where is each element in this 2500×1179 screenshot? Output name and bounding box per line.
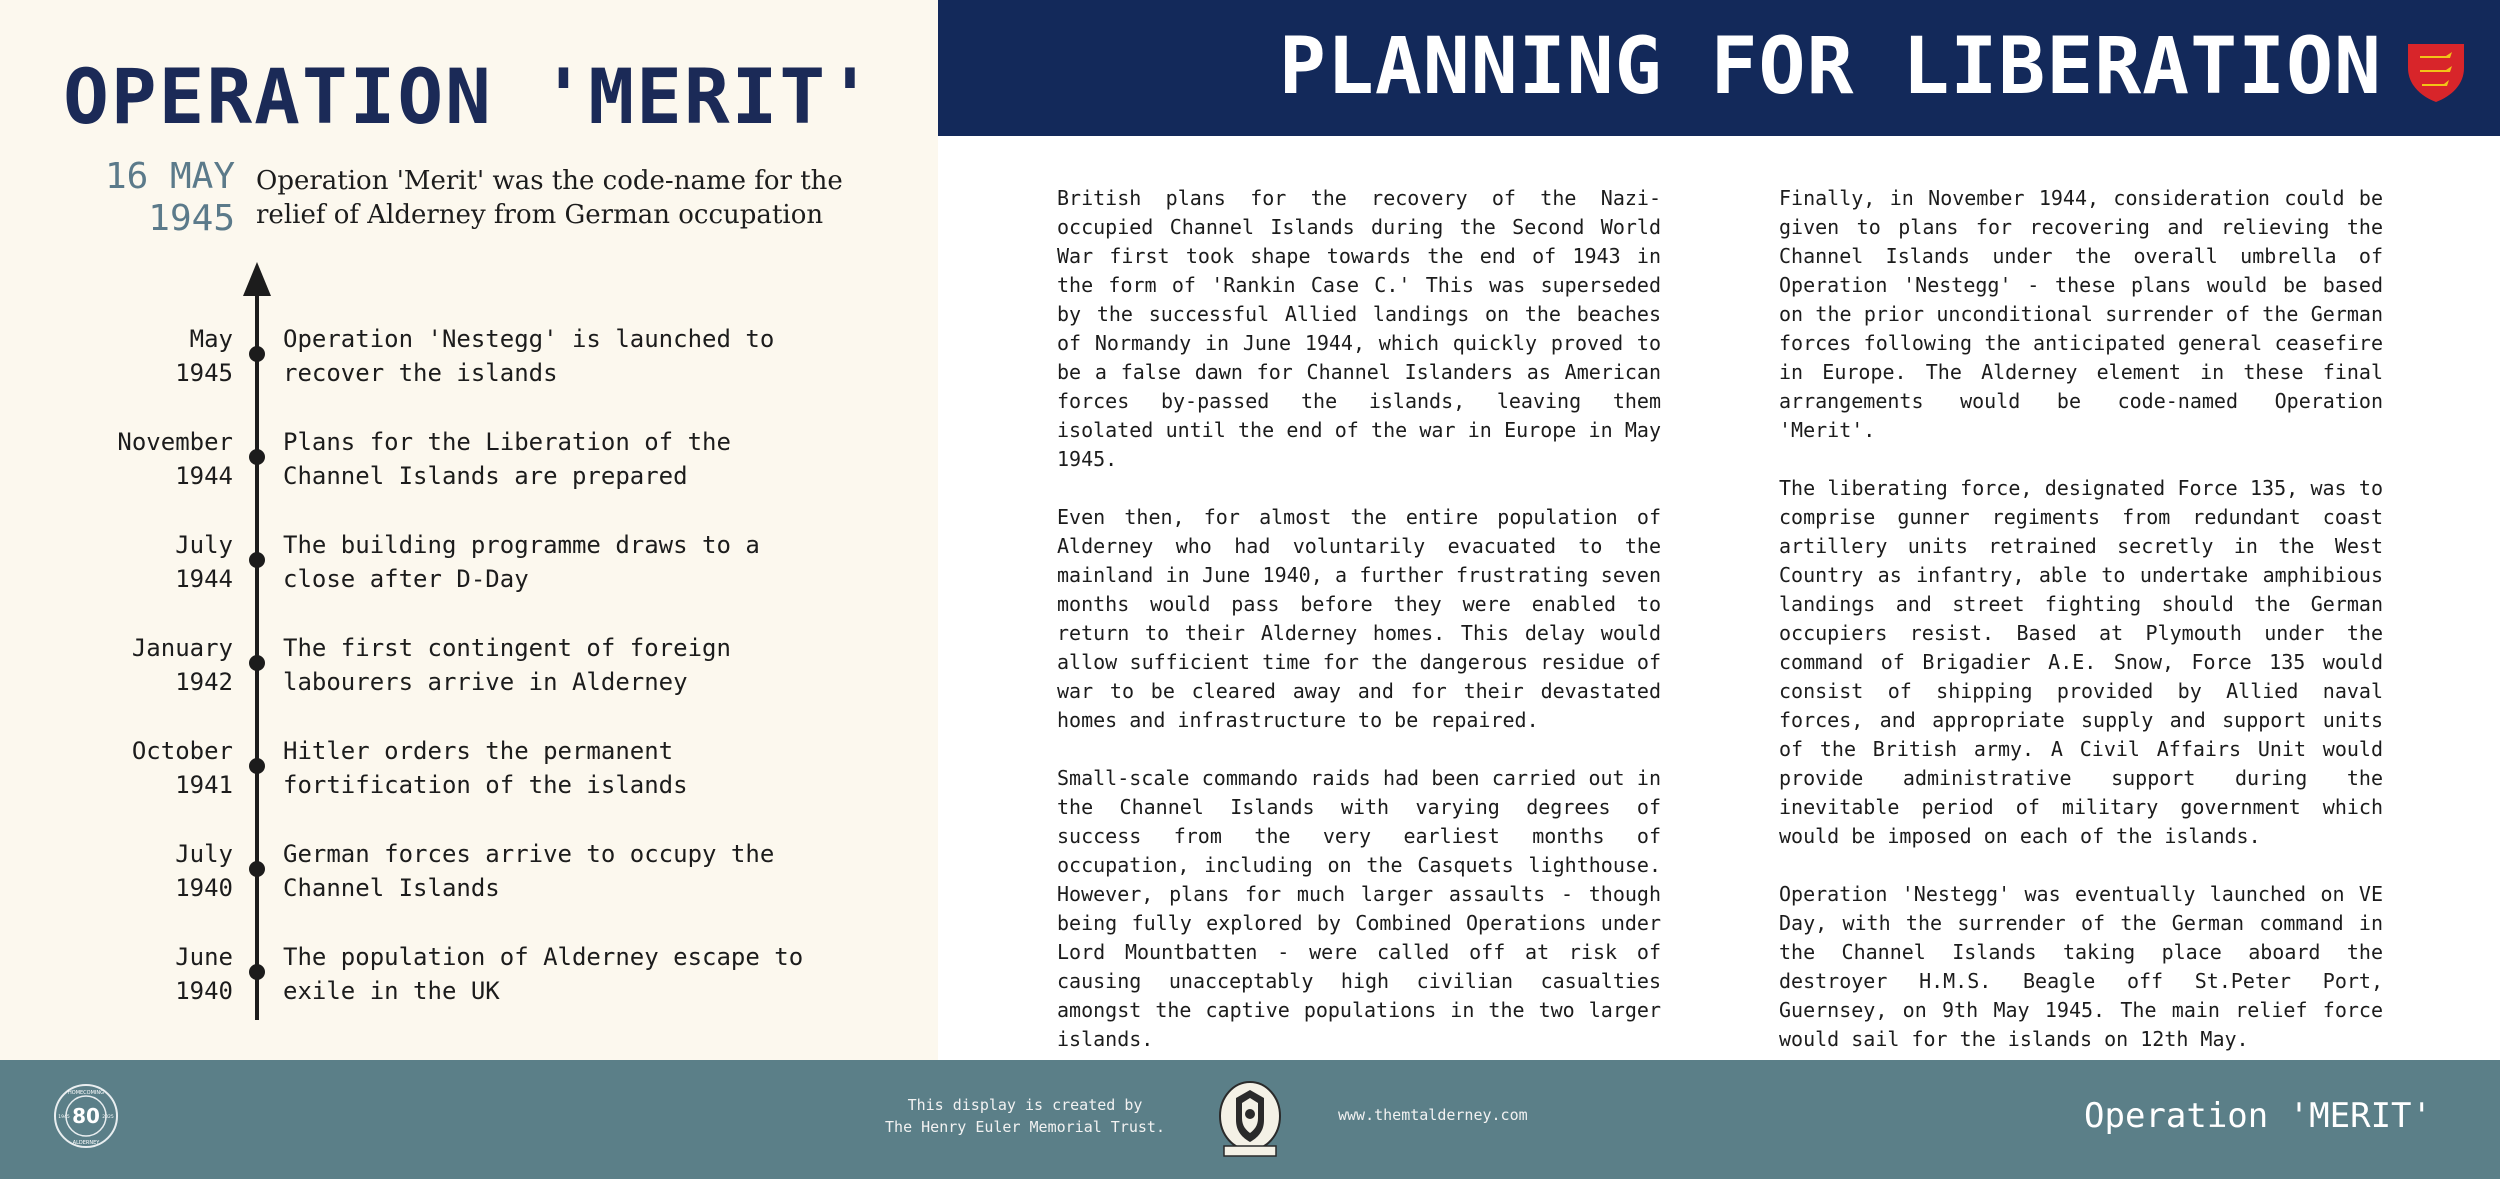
badge-bottom-text: ALDERNEY xyxy=(72,1140,100,1146)
event-date xyxy=(40,425,233,493)
event-description: The building programme draws to a close after D-Day xyxy=(283,531,760,593)
operation-date xyxy=(70,156,235,240)
event-description: German forces arrive to occupy the Channel Islands xyxy=(283,840,775,902)
event-year: 1940 xyxy=(175,977,233,1005)
timeline-dot xyxy=(249,449,265,465)
guernsey-shield-icon xyxy=(2404,40,2468,104)
body-paragraph: Even then, for almost the entire population of Alderney who had voluntarily evacuated to the mainland in June 1940, a further frustrating seven months would pass before they were enabled to return to their Alderney homes. This delay would allow sufficient time for the dangerous residue of war to be cleared away and for their devastated homes and infrastructure to be repaired. xyxy=(1057,505,1661,732)
event-year: 1944 xyxy=(175,565,233,593)
intro-text: Operation 'Merit' was the code-name for the relief of Alderney from German occupation xyxy=(256,166,843,230)
timeline-panel xyxy=(0,0,938,1060)
event-month: June xyxy=(175,943,233,971)
timeline-dot xyxy=(249,346,265,362)
body-paragraph: Small-scale commando raids had been carried out in the Channel Islands with varying degrees of success from the very earliest months of occupation, including on the Casquets lighthouse. However, plans for much larger assaults - though being fully explored by Combined Operations under Lord Mountbatten - were called off at risk of causing unacceptably high civilian casualties amongst the captive populations in the two larger islands. xyxy=(1057,766,1661,1051)
event-month: May xyxy=(189,325,233,353)
event-year: 1941 xyxy=(175,771,233,799)
event-date xyxy=(40,940,233,1008)
operation-date-day-month: 16 MAY xyxy=(104,156,235,197)
event-month: October xyxy=(131,737,233,765)
body-paragraph: Operation 'Nestegg' was eventually launched on VE Day, with the surrender of the German command in the Channel Islands taking place aboard the destroyer H.M.S. Beagle off St.Peter Port, Guernsey, on 9th May 1945. The main relief force would sail for the islands on 12th May. xyxy=(1779,882,2383,1051)
body-column-right xyxy=(1779,184,2383,1083)
event-date xyxy=(40,631,233,699)
event-year: 1944 xyxy=(175,462,233,490)
timeline-dot xyxy=(249,655,265,671)
timeline-event xyxy=(0,528,938,598)
body-paragraph: British plans for the recovery of the Nazi-occupied Channel Islands during the Second World War first took shape towards the end of 1943 in the form of 'Rankin Case C.' This was superseded by the successful Allied landings on the beaches of Normandy in June 1944, which quickly proved to be a false dawn for Channel Islanders as American forces by-passed the islands, leaving them isolated until the end of the war in Europe in May 1945. xyxy=(1057,186,1661,471)
timeline-event xyxy=(0,734,938,804)
event-month: November xyxy=(117,428,233,456)
badge-number: 80 xyxy=(72,1104,100,1128)
timeline-event xyxy=(0,631,938,701)
event-date xyxy=(40,528,233,596)
event-date xyxy=(40,837,233,905)
timeline-dot xyxy=(249,964,265,980)
event-year: 1942 xyxy=(175,668,233,696)
event-month: July xyxy=(175,531,233,559)
timeline-dot xyxy=(249,861,265,877)
body-paragraph: Finally, in November 1944, consideration could be given to plans for recovering and relieving the Channel Islands under the overall umbrella of Operation 'Nestegg' - these plans would be based on the prior unconditional surrender of the German forces following the anticipated general ceasefire in Europe. The Alderney element in these final arrangements would be code-named Operation 'Merit'. xyxy=(1779,186,2383,442)
credit-text xyxy=(870,1094,1180,1138)
event-year: 1945 xyxy=(175,359,233,387)
operation-date-year: 1945 xyxy=(148,198,235,239)
timeline-dot xyxy=(249,552,265,568)
event-year: 1940 xyxy=(175,874,233,902)
event-description: Operation 'Nestegg' is launched to recover the islands xyxy=(283,325,775,387)
event-month: July xyxy=(175,840,233,868)
website-link[interactable]: www.themtalderney.com xyxy=(1338,1106,1528,1124)
timeline-dot xyxy=(249,758,265,774)
event-date xyxy=(40,734,233,802)
homecoming-80-badge-icon xyxy=(52,1082,120,1150)
timeline-event xyxy=(0,425,938,495)
credit-line: The Henry Euler Memorial Trust. xyxy=(885,1118,1165,1136)
event-description: Hitler orders the permanent fortification of the islands xyxy=(283,737,688,799)
footer-title: Operation 'MERIT' xyxy=(2084,1096,2432,1136)
arrow-up-icon xyxy=(243,262,271,296)
event-description: The first contingent of foreign labourers arrive in Alderney xyxy=(283,634,731,696)
badge-top-text: HOMECOMING xyxy=(68,1090,104,1096)
page-title: PLANNING FOR LIBERATION xyxy=(1278,22,2382,112)
timeline-event xyxy=(0,322,938,392)
event-description: Plans for the Liberation of the Channel Islands are prepared xyxy=(283,428,731,490)
body-column-left xyxy=(1057,184,1661,1083)
trust-crest-icon xyxy=(1210,1076,1290,1162)
timeline-event xyxy=(0,837,938,907)
header-bar xyxy=(938,0,2500,136)
panel-title: OPERATION 'MERIT' xyxy=(63,52,875,141)
event-description: The population of Alderney escape to exile in the UK xyxy=(283,943,804,1005)
footer-bar xyxy=(0,1060,2500,1179)
body-paragraph: The liberating force, designated Force 135, was to comprise gunner regiments from redundant coast artillery units retrained secretly in the West Country as infantry, able to undertake amphibious landings and street fighting should the German occupiers resist. Based at Plymouth under the command of Brigadier A.E. Snow, Force 135 would consist of shipping provided by Allied naval forces, and appropriate supply and support units of the British army. A Civil Affairs Unit would provide administrative support during the inevitable period of military government which would be imposed on each of the islands. xyxy=(1779,476,2383,848)
badge-left-text: 1945 xyxy=(58,1115,70,1120)
event-month: January xyxy=(131,634,233,662)
credit-line: This display is created by xyxy=(907,1096,1143,1114)
event-date xyxy=(40,322,233,390)
timeline-event xyxy=(0,940,938,1010)
badge-right-text: 2025 xyxy=(102,1115,114,1120)
